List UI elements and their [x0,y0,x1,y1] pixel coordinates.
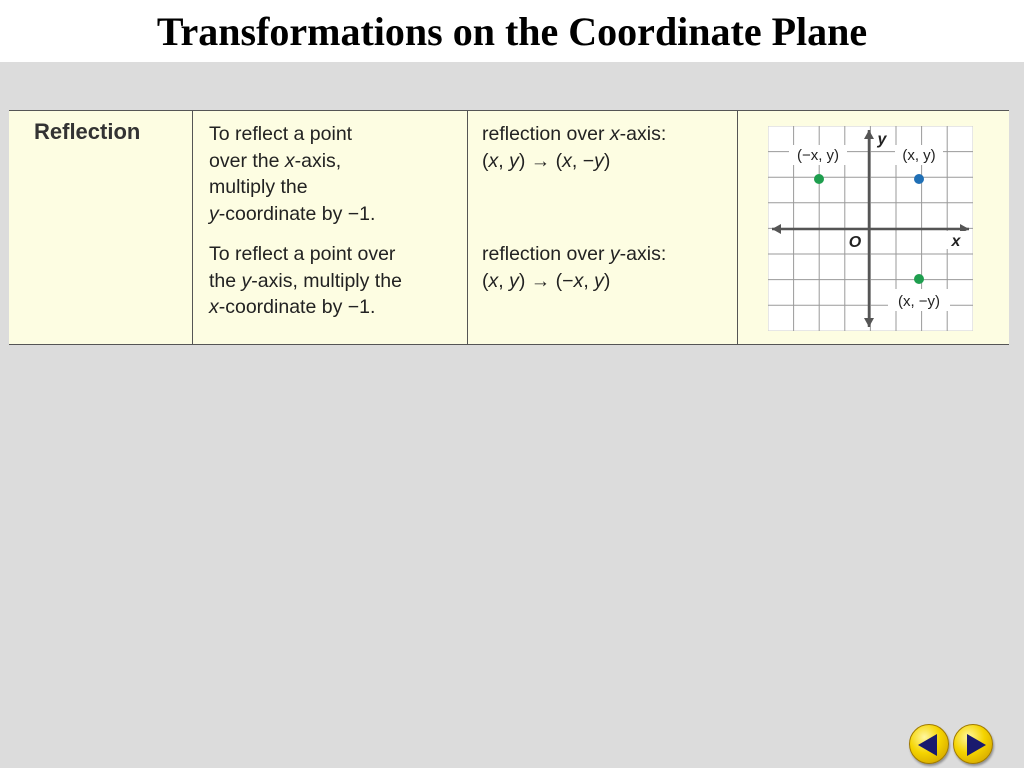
prev-slide-button[interactable] [909,724,949,764]
page-title: Transformations on the Coordinate Plane [156,9,868,54]
heading-cell [9,111,192,344]
graph-cell [738,111,1009,344]
rule-y-axis: To reflect a point over the y-axis, multiply the x-coordinate by −1. [209,243,402,318]
rule-cell [193,111,467,344]
reflection-graph [768,126,973,331]
point-y-reflection [814,174,824,184]
title-bar [0,0,1024,62]
prev-arrow-icon [918,734,937,756]
origin-label: O [848,234,862,251]
point-original-label: (x, y) [902,147,936,164]
next-slide-button[interactable] [953,724,993,764]
point-x-reflect-label: (x, −y) [897,293,941,310]
point-x-reflection [914,274,924,284]
mapping-y-axis: reflection over y-axis: (x, y) → (−x, y) [482,243,667,292]
reflection-heading: Reflection [34,119,141,144]
y-axis-label: y [877,131,887,148]
mapping-cell [468,111,737,344]
reflection-table [9,110,1009,345]
point-y-reflect-label: (−x, y) [796,147,840,164]
mapping-x-axis: reflection over x-axis: (x, y) → (x, −y) [482,123,667,172]
next-arrow-icon [967,734,986,756]
point-original [914,174,924,184]
x-axis-label: x [951,233,961,250]
rule-x-axis: To reflect a point over the x-axis, multiply the y-coordinate by −1. [209,123,376,225]
